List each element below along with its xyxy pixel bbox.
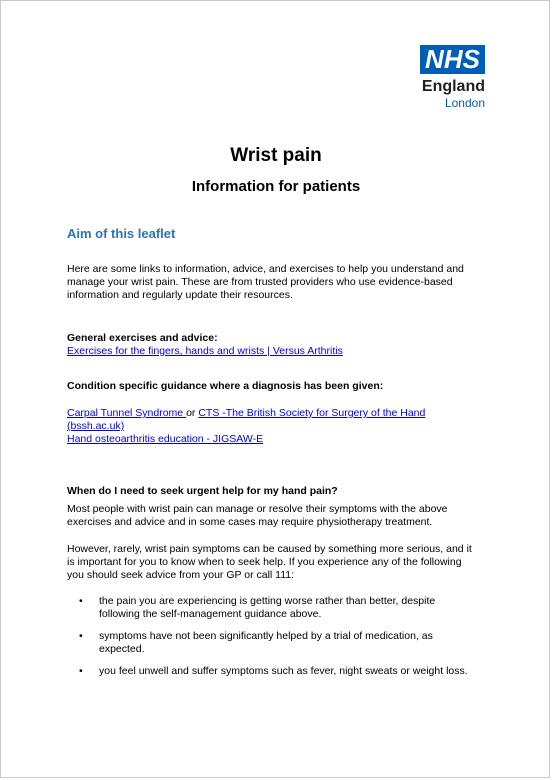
- general-link-block: [67, 345, 477, 358]
- list-item: [67, 595, 477, 621]
- bullet-icon: •: [79, 630, 83, 642]
- versus-arthritis-link[interactable]: Exercises for the fingers, hands and wrists | Versus Arthritis: [67, 345, 343, 357]
- urgent-paragraph-1: Most people with wrist pain can manage or resolve their symptoms with the above exercises and advice and in some cases may require physiotherapy treatment.: [67, 503, 448, 528]
- nhs-logo-box: NHS: [420, 45, 485, 74]
- bssh-cts-link[interactable]: CTS -The British Society for Surgery of the Hand (bssh.ac.uk): [67, 407, 426, 432]
- condition-heading: Condition specific guidance where a diagnosis has been given:: [67, 380, 384, 392]
- carpal-tunnel-link[interactable]: Carpal Tunnel Syndrome: [67, 407, 187, 419]
- list-item-text: symptoms have not been significantly helped by a trial of medication, as expected.: [99, 630, 433, 655]
- nhs-logo-region: England: [421, 78, 485, 95]
- bullet-icon: •: [79, 595, 83, 607]
- condition-links: [67, 407, 477, 446]
- aim-heading: Aim of this leaflet: [67, 226, 176, 241]
- jigsaw-link[interactable]: Hand osteoarthritis education - JIGSAW-E: [67, 433, 264, 445]
- nhs-logo: [420, 45, 485, 110]
- general-heading: General exercises and advice:: [67, 332, 218, 344]
- or-text: or: [186, 407, 196, 419]
- intro-paragraph: Here are some links to information, advice, and exercises to help you understand and manage your wrist pain. These are from trusted providers who use evidence-based information and regularly update their resources.: [67, 263, 464, 301]
- list-item-text: the pain you are experiencing is getting worse rather than better, despite following the self-management guidance above.: [99, 595, 436, 620]
- warning-signs-list: [67, 595, 477, 687]
- urgent-paragraph-2: However, rarely, wrist pain symptoms can be caused by something more serious, and it is important for you to know when to seek help. If you experience any of the following you should seek advice from your GP or call 111:: [67, 543, 472, 581]
- urgent-heading: When do I need to seek urgent help for my hand pain?: [67, 485, 338, 497]
- nhs-logo-subregion: London: [444, 96, 485, 110]
- list-item: [67, 665, 477, 678]
- page-subtitle: Information for patients: [191, 178, 361, 195]
- list-item-text: you feel unwell and suffer symptoms such as fever, night sweats or weight loss.: [99, 665, 468, 677]
- page-title: Wrist pain: [230, 145, 322, 166]
- list-item: [67, 630, 477, 656]
- bullet-icon: •: [79, 665, 83, 677]
